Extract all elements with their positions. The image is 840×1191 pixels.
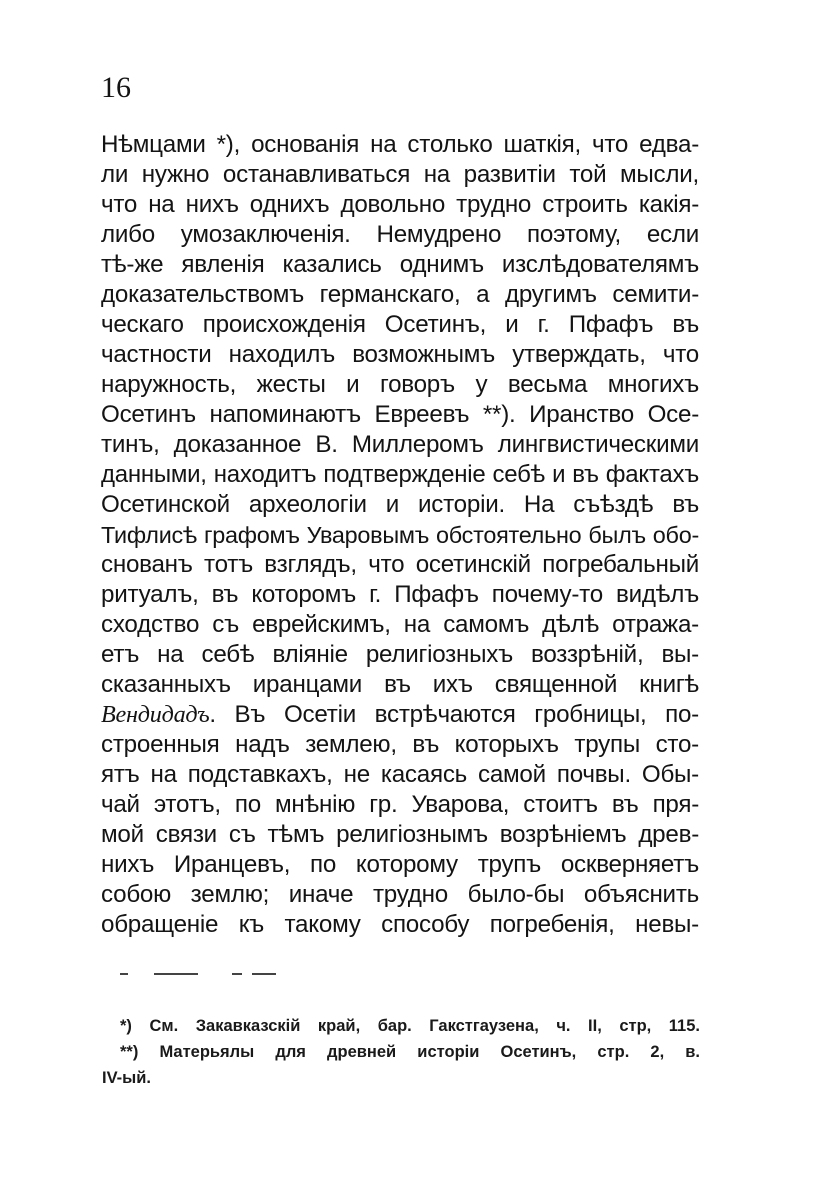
text-line: сказанныхъ иранцами въ ихъ священной книгѣ (101, 671, 699, 698)
text-line: тинъ, доказанное В. Миллеромъ лингвистическими (101, 431, 699, 458)
text-line: собою землю; иначе трудно было-бы объяснить (101, 881, 699, 908)
text-line: ческаго происхожденія Осетинъ, и г. Пфафъ въ (101, 311, 699, 338)
text-line: чай этотъ, по мнѣнію гр. Уварова, стоитъ въ пря- (101, 791, 699, 818)
footnotes (102, 1013, 700, 1091)
footnote-2-continuation: IV-ый. (102, 1069, 151, 1087)
text-line: либо умозаключенія. Немудрено поэтому, если (101, 221, 699, 248)
text-line: наружность, жесты и говоръ у весьма многихъ (101, 371, 699, 398)
text-line: Тифлисѣ графомъ Уваровымъ обстоятельно былъ обо- (101, 522, 699, 548)
text-line: етъ на себѣ вліяніе религіозныхъ воззрѣній, вы- (101, 641, 699, 668)
footnote-separator (120, 970, 288, 978)
text-line: данными, находитъ подтвержденіе себѣ и въ фактахъ (101, 461, 699, 488)
body-text (101, 130, 699, 940)
text-line-italic: Вендидадъ. Въ Осетіи встрѣчаются гробницы, по- (101, 701, 699, 728)
page-number: 16 (101, 71, 131, 104)
text-line: снованъ тотъ взглядъ, что осетинскій погребальный (101, 551, 699, 578)
text-line: обращеніе къ такому способу погребенія, невы- (101, 911, 699, 938)
text-line: мой связи съ тѣмъ религіознымъ возрѣніемъ древ- (101, 821, 699, 848)
text-line: Осетинъ напоминаютъ Евреевъ **). Иранство Осе- (101, 401, 699, 428)
text-line: что на нихъ однихъ довольно трудно строить какія- (101, 191, 699, 218)
book-title-italic: Вендидадъ (101, 701, 210, 728)
text-line: ли нужно останавливаться на развитіи той мысли, (101, 161, 699, 188)
text-line: доказательствомъ германскаго, а другимъ семити- (101, 281, 699, 308)
text-line: Нѣмцами *), основанія на столько шаткія, что едва- (101, 131, 699, 158)
text-line: Осетинской археологіи и исторіи. На съѣздѣ въ (101, 491, 699, 518)
footnote-1: *) См. Закавказскій край, бар. Гакстгаузена, ч. II, стр, 115. (120, 1017, 700, 1035)
text-line: нихъ Иранцевъ, по которому трупъ оскверняетъ (101, 851, 699, 878)
text-line: строенныя надъ землею, въ которыхъ трупы сто- (101, 731, 699, 758)
footnote-2: **) Матерьялы для древней исторіи Осетинъ, стр. 2, в. (120, 1043, 700, 1061)
text-line: частности находилъ возможнымъ утверждать, что (101, 341, 699, 368)
text-line: ятъ на подставкахъ, не касаясь самой почвы. Обы- (101, 761, 699, 788)
text-line: ритуалъ, въ которомъ г. Пфафъ почему-то видѣлъ (101, 581, 699, 608)
text-line: сходство съ еврейскимъ, на самомъ дѣлѣ отража- (101, 611, 699, 638)
text-line: тѣ-же явленія казались однимъ изслѣдователямъ (101, 251, 699, 278)
